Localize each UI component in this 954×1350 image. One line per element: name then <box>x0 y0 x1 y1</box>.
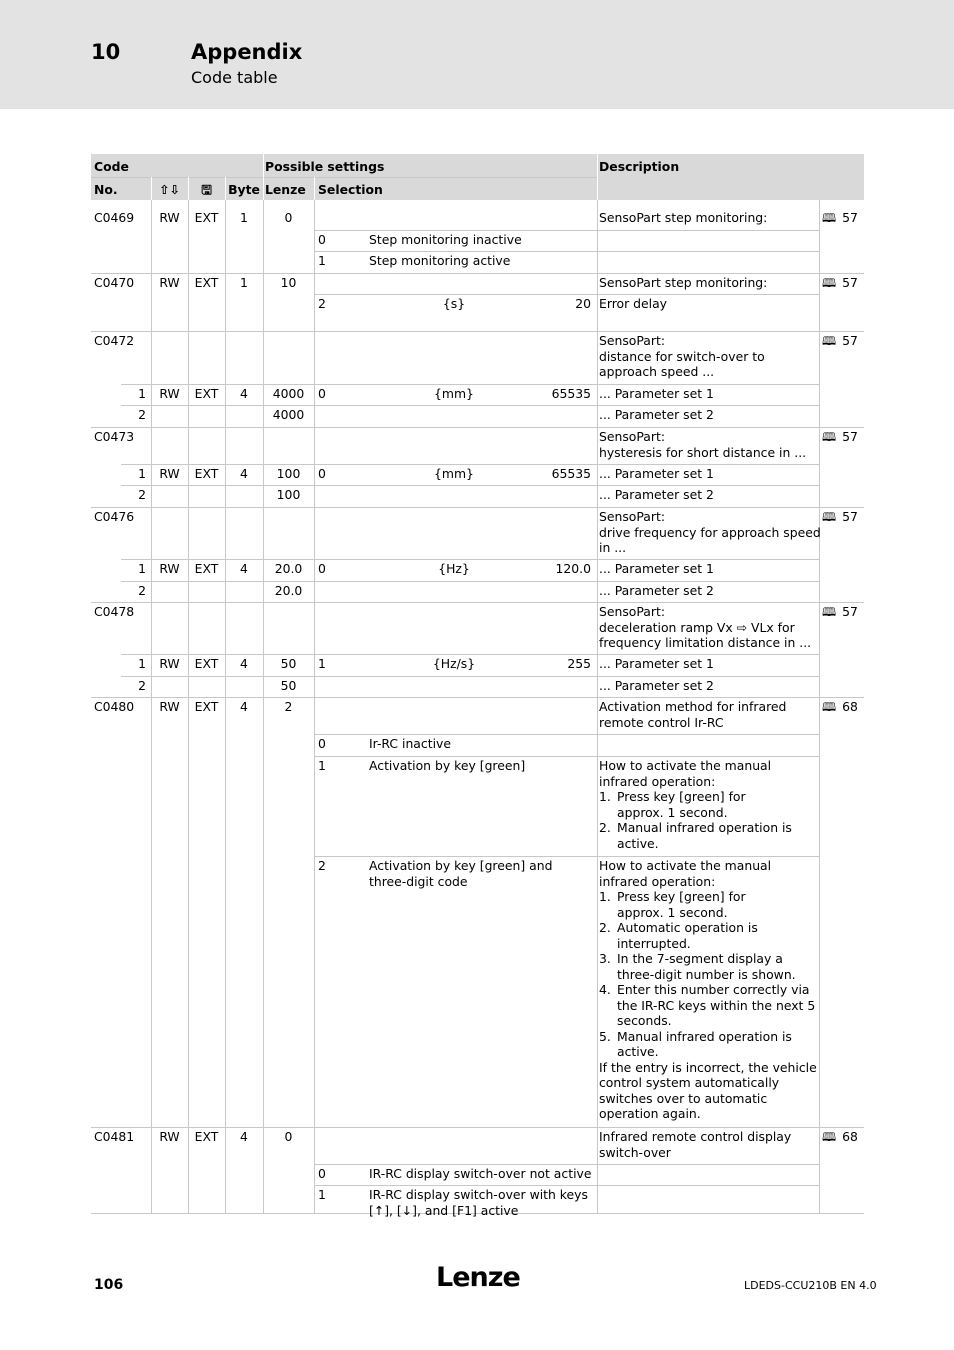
description-text: Infrared remote control display <box>599 1129 792 1144</box>
row-rule <box>91 602 864 603</box>
chapter-title: Appendix <box>191 40 303 64</box>
book-icon: 🕮 <box>822 211 837 225</box>
reference-page: 57 <box>842 509 858 524</box>
reference-page: 57 <box>842 604 858 619</box>
lenze-default: 4000 <box>272 407 305 422</box>
row-rule <box>91 273 864 274</box>
header-direction-icon: ⇧⇩ <box>159 182 180 197</box>
description-list-text: seconds. <box>617 1013 672 1028</box>
row-rule <box>121 654 819 655</box>
header-possible-settings: Possible settings <box>265 159 385 174</box>
subcode-number: 1 <box>138 466 146 481</box>
header-rule <box>263 154 264 200</box>
code-number: C0478 <box>94 604 135 619</box>
description-list-text: active. <box>617 835 659 851</box>
description-list-text: interrupted. <box>617 935 691 951</box>
description-text: in ... <box>599 540 627 555</box>
code-number: C0472 <box>94 333 135 348</box>
description-text: SensoPart: <box>599 333 666 348</box>
selection-unit: {s} <box>442 296 466 311</box>
row-rule <box>121 676 819 677</box>
subcode-number: 2 <box>138 407 146 422</box>
header-lenze: Lenze <box>265 182 306 197</box>
description-list-marker: 3. <box>599 951 611 966</box>
row-rule <box>91 1127 864 1128</box>
lenze-default: 20.0 <box>274 561 303 576</box>
access-rw: RW <box>159 210 180 225</box>
row-rule <box>121 405 819 406</box>
description-list-marker: 5. <box>599 1028 611 1044</box>
subcode-number: 1 <box>138 386 146 401</box>
subcode-number: 1 <box>138 656 146 671</box>
description-text: approach speed ... <box>599 364 715 379</box>
description-text: ... Parameter set 1 <box>599 386 714 401</box>
save-ext: EXT <box>194 561 219 576</box>
section-title: Code table <box>191 68 278 87</box>
book-icon: 🕮 <box>822 700 837 714</box>
selection-text: Step monitoring active <box>369 253 511 268</box>
book-icon: 🕮 <box>822 276 837 290</box>
column-rule <box>314 200 315 1213</box>
selection-text: three-digit code <box>369 873 468 889</box>
row-rule <box>91 507 864 508</box>
save-ext: EXT <box>194 466 219 481</box>
description-text: ... Parameter set 1 <box>599 656 714 671</box>
description-text: distance for switch-over to <box>599 348 765 364</box>
row-rule <box>314 856 819 857</box>
manual-reference <box>822 429 858 446</box>
code-number: C0473 <box>94 429 135 444</box>
header-code: Code <box>94 159 129 174</box>
description-list-text: Press key [green] for <box>617 889 746 904</box>
code-number: C0480 <box>94 699 135 714</box>
header-rule <box>314 177 315 200</box>
byte-size: 4 <box>240 699 248 714</box>
description-list-marker: 2. <box>599 920 611 935</box>
header-description: Description <box>599 159 680 174</box>
book-icon: 🕮 <box>822 510 837 524</box>
manual-reference <box>822 699 858 716</box>
row-rule <box>121 559 819 560</box>
selection-text: Step monitoring inactive <box>369 232 522 247</box>
selection-text: Activation by key [green] <box>369 758 526 773</box>
row-rule <box>121 581 819 582</box>
lenze-default: 4000 <box>272 386 305 401</box>
lenze-default: 20.0 <box>274 583 303 598</box>
byte-size: 1 <box>240 210 248 225</box>
lenze-default: 10 <box>280 275 297 290</box>
row-rule <box>314 230 819 231</box>
description-list-marker: 1. <box>599 889 611 904</box>
save-ext: EXT <box>194 1129 219 1144</box>
row-rule <box>121 384 819 385</box>
reference-page: 68 <box>842 699 858 714</box>
description-list-marker: 4. <box>599 982 611 997</box>
save-ext: EXT <box>194 386 219 401</box>
description-text: If the entry is incorrect, the vehicle <box>599 1059 817 1075</box>
access-rw: RW <box>159 466 180 481</box>
access-rw: RW <box>159 656 180 671</box>
code-number: C0481 <box>94 1129 135 1144</box>
selection-text: [↑], [↓], and [F1] active <box>369 1202 519 1218</box>
code-number: C0469 <box>94 210 135 225</box>
header-byte: Byte <box>228 182 260 197</box>
description-text: infrared operation: <box>599 773 716 789</box>
header-rule <box>225 177 226 200</box>
description-text: SensoPart: <box>599 429 666 444</box>
selection-value: 0 <box>318 386 326 401</box>
access-rw: RW <box>159 561 180 576</box>
row-rule <box>91 697 864 698</box>
manual-reference <box>822 210 858 227</box>
description-text: ... Parameter set 1 <box>599 466 714 481</box>
header-no: No. <box>94 182 118 197</box>
manual-reference <box>822 604 858 621</box>
description-list-text: Automatic operation is <box>617 920 758 935</box>
reference-page: 68 <box>842 1129 858 1144</box>
selection-value: 0 <box>318 561 326 576</box>
description-text: hysteresis for short distance in ... <box>599 444 807 460</box>
access-rw: RW <box>159 1129 180 1144</box>
subcode-number: 2 <box>138 487 146 502</box>
save-ext: EXT <box>194 656 219 671</box>
header-save-icon: 🖫 <box>201 182 212 197</box>
lenze-logo: Lenze <box>436 1262 520 1293</box>
save-ext: EXT <box>194 275 219 290</box>
description-text: ... Parameter set 2 <box>599 583 714 598</box>
description-text: How to activate the manual <box>599 858 772 873</box>
code-number: C0470 <box>94 275 135 290</box>
selection-value: 0 <box>318 1166 326 1181</box>
description-text: switch-over <box>599 1144 671 1160</box>
access-rw: RW <box>159 699 180 714</box>
description-list-text: Enter this number correctly via <box>617 982 810 997</box>
description-text: How to activate the manual <box>599 758 772 773</box>
description-text: ... Parameter set 1 <box>599 561 714 576</box>
selection-max: 20 <box>575 296 591 311</box>
lenze-default: 100 <box>276 487 301 502</box>
book-icon: 🕮 <box>822 605 837 619</box>
reference-page: 57 <box>842 275 858 290</box>
byte-size: 4 <box>240 561 248 576</box>
chapter-number: 10 <box>91 40 121 64</box>
description-list-marker: 1. <box>599 789 611 804</box>
description-list-text: In the 7-segment display a <box>617 951 783 966</box>
reference-page: 57 <box>842 429 858 444</box>
row-rule <box>314 294 819 295</box>
row-rule <box>91 427 864 428</box>
description-text: drive frequency for approach speed <box>599 524 821 540</box>
description-text: Activation method for infrared <box>599 699 787 714</box>
description-text: operation again. <box>599 1106 701 1121</box>
description-text: ... Parameter set 2 <box>599 487 714 502</box>
byte-size: 4 <box>240 656 248 671</box>
lenze-default: 50 <box>280 678 297 693</box>
selection-value: 2 <box>318 296 326 311</box>
row-rule <box>314 756 819 757</box>
selection-max: 120.0 <box>555 561 591 576</box>
header-rule <box>597 154 598 200</box>
lenze-default: 100 <box>276 466 301 481</box>
reference-page: 57 <box>842 210 858 225</box>
byte-size: 4 <box>240 386 248 401</box>
book-icon: 🕮 <box>822 334 837 348</box>
row-rule <box>314 1164 819 1165</box>
byte-size: 4 <box>240 1129 248 1144</box>
selection-value: 0 <box>318 232 326 247</box>
selection-value: 2 <box>318 858 326 873</box>
selection-text: Ir-RC inactive <box>369 736 451 751</box>
description-list-text: Manual infrared operation is <box>617 820 792 835</box>
description-text: SensoPart step monitoring: <box>599 275 768 290</box>
description-text: frequency limitation distance in ... <box>599 635 812 650</box>
selection-value: 1 <box>318 1187 326 1202</box>
description-list-marker: 2. <box>599 820 611 835</box>
selection-value: 1 <box>318 758 326 773</box>
description-text: Error delay <box>599 296 667 311</box>
description-list-text: Manual infrared operation is <box>617 1028 792 1044</box>
manual-reference <box>822 275 858 292</box>
header-selection: Selection <box>318 182 383 197</box>
lenze-default: 0 <box>284 1129 293 1144</box>
row-rule <box>91 331 864 332</box>
save-ext: EXT <box>194 210 219 225</box>
page-number: 106 <box>94 1277 124 1293</box>
description-text: deceleration ramp Vx ⇨ VLx for <box>599 619 795 635</box>
selection-value: 1 <box>318 656 326 671</box>
save-ext: EXT <box>194 699 219 714</box>
byte-size: 1 <box>240 275 248 290</box>
access-rw: RW <box>159 275 180 290</box>
row-rule <box>314 1185 819 1186</box>
header-rule <box>151 177 152 200</box>
subcode-number: 2 <box>138 583 146 598</box>
header-rule <box>188 177 189 200</box>
lenze-default: 0 <box>284 210 293 225</box>
document-id: LDEDS-CCU210B EN 4.0 <box>744 1279 877 1292</box>
code-number: C0476 <box>94 509 135 524</box>
description-list-text: three-digit number is shown. <box>617 966 796 982</box>
selection-unit: {Hz/s} <box>432 656 476 671</box>
subcode-number: 1 <box>138 561 146 576</box>
selection-unit: {Hz} <box>438 561 470 576</box>
selection-value: 0 <box>318 466 326 481</box>
description-text: SensoPart step monitoring: <box>599 210 768 225</box>
description-list-text: approx. 1 second. <box>617 904 728 920</box>
column-rule <box>819 200 820 1213</box>
description-text: SensoPart: <box>599 604 666 619</box>
row-rule <box>121 485 819 486</box>
selection-max: 65535 <box>551 386 591 401</box>
row-rule <box>314 251 819 252</box>
row-rule <box>314 734 819 735</box>
subcode-number: 2 <box>138 678 146 693</box>
row-rule <box>121 464 819 465</box>
byte-size: 4 <box>240 466 248 481</box>
description-list-text: approx. 1 second. <box>617 804 728 820</box>
selection-value: 0 <box>318 736 326 751</box>
manual-reference <box>822 509 858 526</box>
description-text: switches over to automatic <box>599 1090 768 1106</box>
column-rule <box>597 200 598 1213</box>
manual-reference <box>822 333 858 350</box>
access-rw: RW <box>159 386 180 401</box>
description-text: remote control Ir-RC <box>599 714 724 730</box>
description-text: ... Parameter set 2 <box>599 407 714 422</box>
selection-text: IR-RC display switch-over with keys <box>369 1187 588 1202</box>
selection-max: 255 <box>567 656 591 671</box>
selection-value: 1 <box>318 253 326 268</box>
selection-text: IR-RC display switch-over not active <box>369 1166 592 1181</box>
selection-text: Activation by key [green] and <box>369 858 553 873</box>
selection-unit: {mm} <box>434 466 474 481</box>
selection-unit: {mm} <box>434 386 474 401</box>
description-list-text: active. <box>617 1044 659 1059</box>
description-text: control system automatically <box>599 1075 780 1090</box>
manual-reference <box>822 1129 858 1146</box>
description-list-text: Press key [green] for <box>617 789 746 804</box>
description-text: ... Parameter set 2 <box>599 678 714 693</box>
lenze-default: 2 <box>284 699 293 714</box>
book-icon: 🕮 <box>822 1130 837 1144</box>
description-text: infrared operation: <box>599 873 716 889</box>
lenze-default: 50 <box>280 656 297 671</box>
selection-max: 65535 <box>551 466 591 481</box>
book-icon: 🕮 <box>822 430 837 444</box>
description-text: SensoPart: <box>599 509 666 524</box>
header-divider <box>91 177 597 178</box>
description-list-text: the IR-RC keys within the next 5 <box>617 997 816 1013</box>
reference-page: 57 <box>842 333 858 348</box>
